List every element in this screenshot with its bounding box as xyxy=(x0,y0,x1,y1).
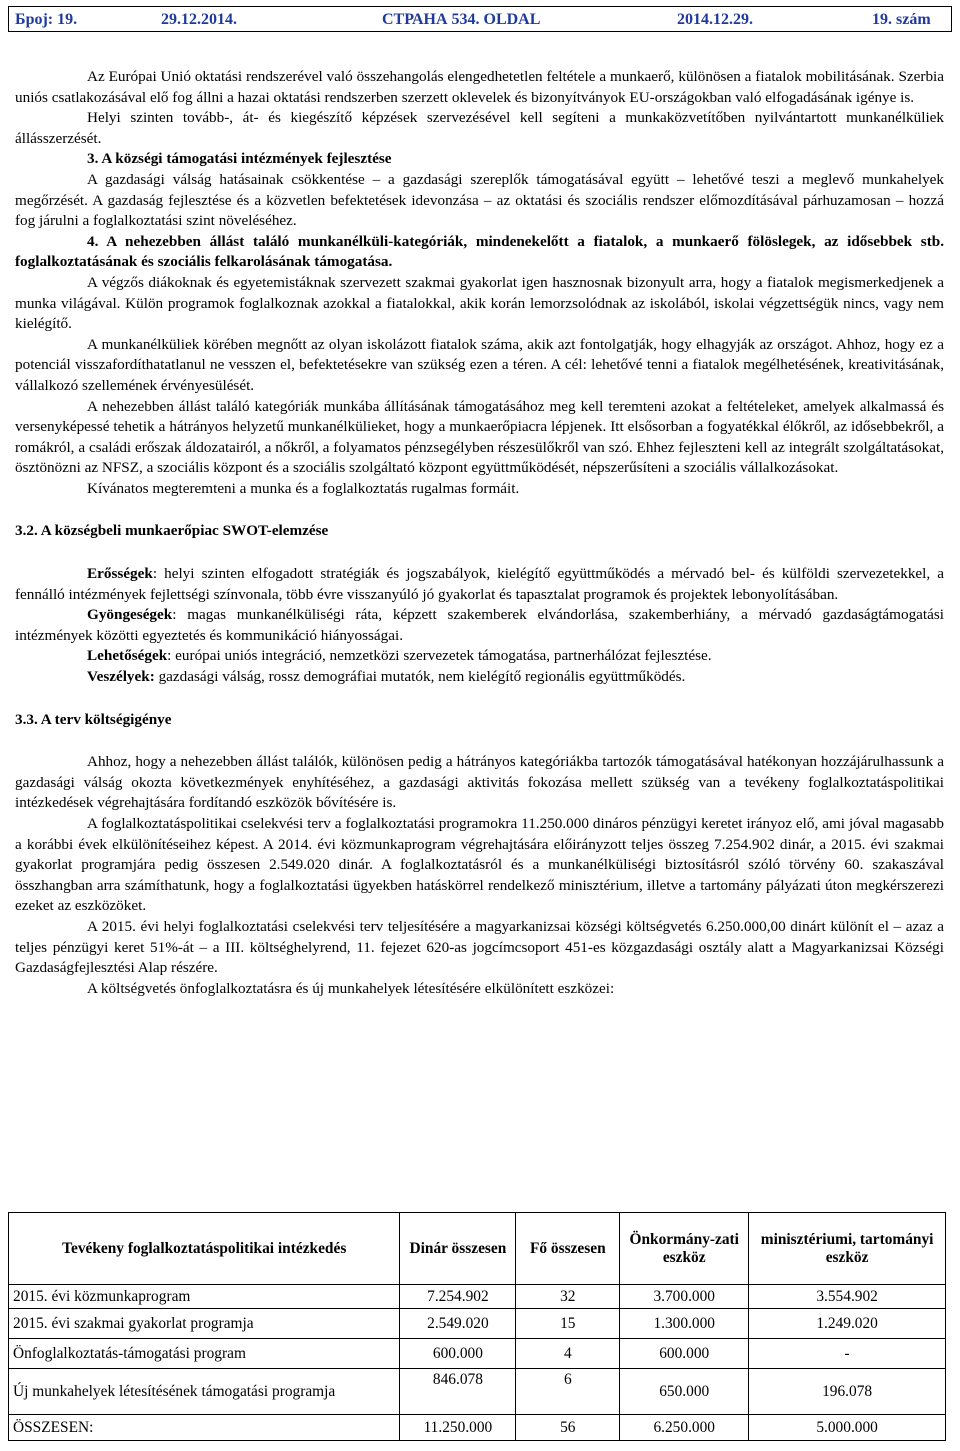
swot-threats xyxy=(15,667,944,688)
header-broj: Број: 19. xyxy=(15,11,78,28)
table-header-cell: Tevékeny foglalkoztatáspolitikai intézkedés xyxy=(9,1213,400,1285)
table-row xyxy=(9,1369,946,1415)
table-cell: 600.000 xyxy=(400,1339,516,1369)
table-row xyxy=(9,1339,946,1369)
section-heading-4: 4. A nehezebben állást találó munkanélküli-kategóriák, mindenekelőtt a fiatalok, a munkaerő fölöslegek, az idősebbek stb. foglalkoztatásának és szociális felkarolásának támogatása. xyxy=(15,232,944,271)
table-cell: 1.300.000 xyxy=(620,1309,749,1339)
table-cell: 196.078 xyxy=(749,1369,946,1415)
table-row xyxy=(9,1309,946,1339)
budget-table xyxy=(8,1212,946,1441)
header-issue-number: 19. szám xyxy=(872,11,931,28)
section-heading-3: 3. A községi támogatási intézmények fejlesztése xyxy=(87,150,392,168)
table-cell: 11.250.000 xyxy=(400,1415,516,1441)
table-cell: 15 xyxy=(516,1309,620,1339)
table-cell: 4 xyxy=(516,1339,620,1369)
table-header-cell: Dinár összesen xyxy=(400,1213,516,1285)
section-heading-3-2: 3.2. A községbeli munkaerőpiac SWOT-elemzése xyxy=(15,522,329,540)
table-cell: 2015. évi közmunkaprogram xyxy=(9,1285,400,1309)
paragraph: A végzős diákoknak és egyetemistáknak szervezett szakmai gyakorlat igen hasznosnak bizonyult arra, hogy a fiatalok megismerkedjenek a munka világával. Külön programok foglalkoznak azokkal a fiatalokkal, akik korán lemorzsolódnak az iskolából, iskolai végzettségük nincs, vagy nem kielégítő. xyxy=(15,273,944,333)
paragraph: Az Európai Unió oktatási rendszerével való összehangolás elengedhetetlen feltétele a munkaerő, különösen a fiatalok mobilitásának. Szerbia uniós csatlakozásával elő fog állni a hazai oktatási rendszerben szerzett oklevelek és bizonyítványok EU-országokban való elfogadásának igénye is. xyxy=(15,68,944,106)
table-cell: 2015. évi szakmai gyakorlat programja xyxy=(9,1309,400,1339)
swot-strengths xyxy=(15,564,944,605)
table-cell: 3.700.000 xyxy=(620,1285,749,1309)
table-cell: 32 xyxy=(516,1285,620,1309)
swot-label: Veszélyek: xyxy=(87,668,155,686)
table-cell: Önfoglalkoztatás-támogatási program xyxy=(9,1339,400,1369)
table-header-cell: Önkormány-zati eszköz xyxy=(620,1213,749,1285)
swot-label: Gyöngeségek xyxy=(87,606,173,624)
table-cell: 600.000 xyxy=(620,1339,749,1369)
table-cell: Új munkahelyek létesítésének támogatási programja xyxy=(9,1369,400,1415)
table-cell: 6.250.000 xyxy=(620,1415,749,1441)
paragraph: Ahhoz, hogy a nehezebben állást találók, különösen pedig a hátrányos kategóriákba tartozók támogatásával hatékonyan hozzájárulhassunk a gazdasági válság okozta következmények enyhítéséhez, a gazdasági aktivitás fokozása mellett szükség van a tevékeny foglalkoztatáspolitikai intézkedések végrehajtására fordítandó eszközök bővítésére is. xyxy=(15,753,944,812)
table-cell: ÖSSZESEN: xyxy=(9,1415,400,1441)
swot-text: : magas munkanélküliségi ráta, képzett szakemberek elvándorlása, szakemberhiány, a mérvadó gazdaságtámogatási intézmények közötti egyeztetés és kommunikáció hiányosságai. xyxy=(15,606,944,644)
table-cell: 6 xyxy=(516,1369,620,1415)
paragraph: A nehezebben állást találó kategóriák munkába állításának támogatásához meg kell teremteni azokat a feltételeket, amelyek alkalmassá és versenyképessé tehetik a hátrányos helyzetű munkanélkülieket, hogy a munkaerőpiacra lépjenek. Itt elsősorban a fogyatékkal élőkről, az idősebbekről, a romákról, a családi erőszak áldozatairól, a nőkről, a folyamatos pénzsegélyben részesülőkről van szó. Ehhez fejleszteni kell az integrált szolgáltatásokat, ösztönözni az NFSZ, a szociális központ és a szociális szolgáltató központ együttműködését, népszerűsíteni a szociális vállalkozásokat. xyxy=(15,397,944,477)
table-header-row xyxy=(9,1213,946,1285)
paragraph: Helyi szinten tovább-, át- és kiegészítő képzések szervezésével kell segíteni a munkaközvetítőben nyilvántartott munkanélküliek állásszerzését. xyxy=(15,109,944,147)
swot-text: : európai uniós integráció, nemzetközi szervezetek támogatása, partnerhálózat fejlesztése. xyxy=(167,647,712,665)
header-date-hu: 2014.12.29. xyxy=(677,11,753,28)
paragraph: A gazdasági válság hatásainak csökkentése – a gazdasági szereplők támogatásával együtt – lehetővé teszi a meglevő munkahelyek megőrzését. A gazdaság fejlesztése és a közvetlen befektetések idevonzása – az oktatási és szociális rendszer előmozdításával párhuzamosan – hozzá fog járulni a foglalkoztatási szint növeléséhez. xyxy=(15,170,944,230)
swot-text: gazdasági válság, rossz demográfiai mutatók, nem kielégítő regionális együttműködés. xyxy=(154,668,686,686)
table-cell: - xyxy=(749,1339,946,1369)
swot-opportunities xyxy=(15,646,944,667)
swot-weaknesses xyxy=(15,605,944,646)
paragraph: Kívánatos megteremteni a munka és a foglalkoztatás rugalmas formáit. xyxy=(87,479,520,497)
header-page-number: СТРАНА 534. OLDAL xyxy=(382,11,541,28)
paragraph: A költségvetés önfoglalkoztatásra és új munkahelyek létesítésére elkülönített eszközei: xyxy=(87,979,615,997)
paragraph: A 2015. évi helyi foglalkoztatási cselekvési terv teljesítésére a magyarkanizsai községi költségvetés 6.250.000,00 dinárt különít el – azaz a teljes pénzügyi keret 51%-át – a III. költséghelyrend, 11. fejezet 620-as jogcímcsoport 451-es közgazdasági osztály alatt a Magyarkanizsai Községi Gazdaságfejlesztési Alap részére. xyxy=(15,917,944,977)
table-cell: 56 xyxy=(516,1415,620,1441)
section-heading-3-3: 3.3. A terv költségigénye xyxy=(15,710,172,728)
table-cell: 1.249.020 xyxy=(749,1309,946,1339)
paragraph: A munkanélküliek körében megnőtt az olyan iskolázott fiatalok száma, akik azt fontolgatják, hogy elhagyják az országot. Ahhoz, hogy ez a potenciál visszafordíthatatlanul ne vesszen el, befektetésekre van szükség ezen a téren. A cél: lehetővé tenni a fiatalok megélhetésének, kreativitásának, vállalkozó szellemének érvényesülését. xyxy=(15,335,944,394)
swot-label: Erősségek xyxy=(87,565,153,583)
table-cell: 2.549.020 xyxy=(400,1309,516,1339)
table-cell: 650.000 xyxy=(620,1369,749,1415)
table-cell: 3.554.902 xyxy=(749,1285,946,1309)
paragraph: A foglalkoztatáspolitikai cselekvési terv a foglalkoztatási programokra 11.250.000 dináros pénzügyi keretet irányoz elő, ami jóval magasabb a korábbi évek elkülönítéseihez képest. A 2014. évi közmunkaprogram végrehajtására előirányzott teljes összeg 7.254.902 dinár, a 2015. évi szakmai gyakorlat programjára pedig összesen 2.549.020 dinár. A foglalkoztatásról és a munkanélküliségi biztosításról szóló törvény 60. szakaszával összhangban arra számíthatunk, hogy a foglalkoztatási ügyekben hatáskörrel rendelkező minisztérium, illetve a tartomány pályázati úton megkérszerezi ezeket az eszközöket. xyxy=(15,815,944,915)
table-row xyxy=(9,1285,946,1309)
page-header xyxy=(8,6,952,32)
table-header-cell: minisztériumi, tartományi eszköz xyxy=(749,1213,946,1285)
document-body xyxy=(15,67,944,999)
table-header-cell: Fő összesen xyxy=(516,1213,620,1285)
swot-text: : helyi szinten elfogadott stratégiák és jogszabályok, kielégítő együttműködés a mérvadó bel- és külföldi szervezetekkel, a fennálló intézmények fejlettségi színvonala, több évre visszanyúló jó gyakorlat és tapasztalat programok és projektek lebonyolításában. xyxy=(15,565,944,603)
header-date-sr: 29.12.2014. xyxy=(161,11,237,28)
swot-label: Lehetőségek xyxy=(87,647,168,665)
table-total-row xyxy=(9,1415,946,1441)
table-cell: 5.000.000 xyxy=(749,1415,946,1441)
table-cell: 7.254.902 xyxy=(400,1285,516,1309)
table-cell: 846.078 xyxy=(400,1369,516,1415)
